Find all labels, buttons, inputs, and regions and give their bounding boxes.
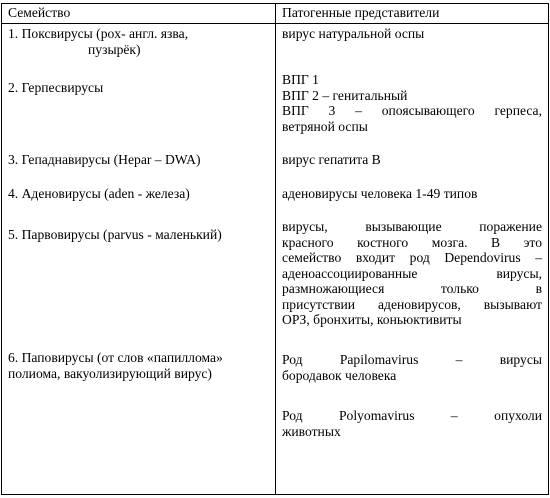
header-pathogens: Патогенные представители <box>282 5 440 20</box>
pathogen-smallpox: вирус натуральной оспы <box>282 26 425 41</box>
family-herpesviruses: 2. Герпесвирусы <box>8 80 104 95</box>
family-papovaviruses-line2: полиома, вакуолизирующий вирус) <box>8 365 212 381</box>
pathogen-parvo-line6: присутствии аденовирусов, вызывают <box>282 296 542 312</box>
family-hepadnaviruses: 3. Гепаднавирусы (Hepar – DWA) <box>8 152 201 167</box>
table-row-pathogens <box>282 26 542 42</box>
pathogen-parvo-line5: размножающиеся только в <box>282 281 542 296</box>
table-border-right <box>548 3 549 495</box>
table-row-family <box>8 350 273 381</box>
pathogen-polyomavirus: Род Polyomavirus – опухоли <box>282 408 542 423</box>
table-border-left <box>1 3 2 495</box>
column-divider <box>275 3 276 495</box>
family-poxviruses-line2: пузырёк) <box>88 41 141 57</box>
pathogen-parvo-line7: ОРЗ, бронхиты, коньюктивиты <box>282 312 462 327</box>
family-adenoviruses: 4. Аденовирусы (aden - железа) <box>8 186 190 201</box>
family-papovaviruses-line1: 6. Паповирусы (от слов «папиллома» <box>8 350 223 365</box>
pathogen-parvo-line2: красного костного мозга. В это <box>282 234 542 250</box>
pathogen-hsv1: ВПГ 1 <box>282 72 319 87</box>
pathogen-parvo-line4: аденоассоциированные вирусы, <box>282 265 542 281</box>
family-poxviruses-line1: 1. Поксвирусы (pox- англ. язва, <box>8 26 189 41</box>
header-family: Семейство <box>8 5 71 20</box>
pathogen-human-adenoviruses: аденовирусы человека 1-49 типов <box>282 186 478 201</box>
table-row-pathogens <box>282 219 542 328</box>
pathogen-papilomavirus-cont: бородавок человека <box>282 367 397 383</box>
pathogen-parvo-line1: вирусы, вызывающие поражение <box>282 219 542 234</box>
pathogen-parvo-line3: семейство входит род Dependovirus – <box>282 250 542 265</box>
pathogen-hepatitis-b: вирус гепатита В <box>282 152 381 167</box>
pathogen-hsv3: ВПГ 3 – опоясывающего герпеса, <box>282 103 542 118</box>
table-row-pathogens <box>282 72 542 134</box>
table-row-family <box>8 26 273 57</box>
pathogen-polyomavirus-cont: животных <box>282 423 341 439</box>
pathogen-hsv3-cont: ветряной оспы <box>282 118 368 134</box>
pathogen-hsv2: ВПГ 2 – генитальный <box>282 87 408 103</box>
table-row-pathogens <box>282 408 542 439</box>
family-parvoviruses: 5. Парвовирусы (parvus - маленький) <box>8 227 222 242</box>
pathogen-papilomavirus: Род Papilomavirus – вирусы <box>282 352 542 367</box>
table-row-pathogens <box>282 352 542 383</box>
